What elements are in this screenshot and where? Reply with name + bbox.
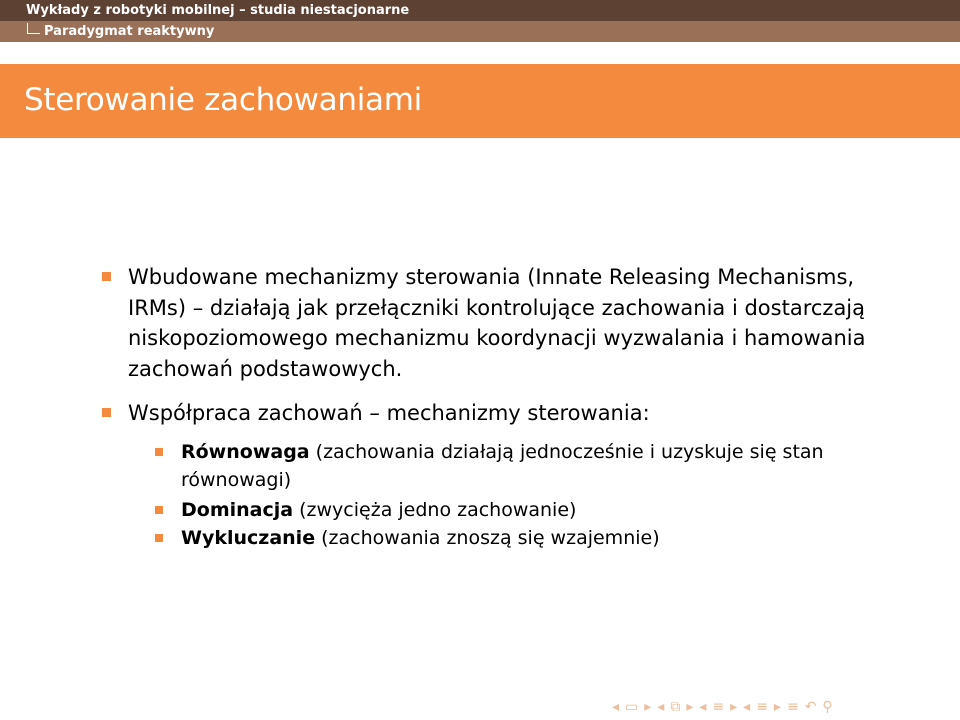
section-title[interactable]: Paradygmat reaktywny bbox=[44, 24, 215, 39]
bullet-item bbox=[128, 262, 888, 384]
sub-bullet-item bbox=[181, 438, 881, 494]
subsection-hook-icon bbox=[27, 23, 40, 34]
nav-next-section-icon[interactable]: ▸ bbox=[730, 699, 738, 715]
nav-next-slide-icon[interactable]: ▸ bbox=[773, 699, 781, 715]
section-title-bar bbox=[0, 21, 960, 42]
sub-bullet-text: (zachowania znoszą się wzajemnie) bbox=[315, 527, 660, 549]
nav-next-frame-icon[interactable]: ▸ bbox=[644, 699, 652, 715]
nav-prev-frame-icon[interactable]: ◂ bbox=[612, 699, 620, 715]
slide-title: Sterowanie zachowaniami bbox=[24, 82, 422, 118]
sub-bullet-text: (zwycięża jedno zachowanie) bbox=[293, 499, 577, 521]
square-bullet-icon bbox=[155, 506, 163, 514]
bullet-text: Wbudowane mechanizmy sterowania (Innate Releasing Mechanisms, IRMs) – działają jak przełączniki kontrolujące zachowania i dostarczają niskopoziomowego mechanizmu koordynacji wyzwalania i hamowania zachowań podstawowych. bbox=[128, 265, 866, 381]
bullet-item bbox=[128, 398, 888, 429]
sub-bullet-term: Wykluczanie bbox=[181, 527, 316, 549]
nav-prev-section-icon[interactable]: ◂ bbox=[699, 699, 707, 715]
bullet-text: Współpraca zachowań – mechanizmy sterowania: bbox=[128, 401, 650, 425]
nav-prev-subsection-icon[interactable]: ◂ bbox=[657, 699, 665, 715]
sub-bullet-text: (zachowania działają jednocześnie i uzyskuje się stan równowagi) bbox=[181, 441, 824, 491]
nav-prev-slide-icon[interactable]: ◂ bbox=[743, 699, 751, 715]
frame-title-bar bbox=[0, 64, 960, 138]
sub-bullet-term: Równowaga bbox=[181, 441, 310, 463]
square-bullet-icon bbox=[155, 448, 163, 456]
nav-frame-icon[interactable]: ▭ bbox=[625, 699, 639, 715]
course-title-bar bbox=[0, 0, 960, 21]
nav-slide-icon[interactable]: ≡ bbox=[756, 699, 768, 715]
sub-bullet-item bbox=[181, 496, 881, 524]
square-bullet-icon bbox=[155, 534, 163, 542]
square-bullet-icon bbox=[102, 272, 111, 281]
square-bullet-icon bbox=[102, 408, 111, 417]
nav-section-icon[interactable]: ≡ bbox=[712, 699, 725, 715]
beamer-navigation bbox=[612, 698, 833, 716]
sub-bullet-item bbox=[181, 524, 881, 552]
nav-back-icon[interactable]: ↶ bbox=[804, 699, 817, 715]
nav-subsection-icon[interactable]: ⧉ bbox=[670, 699, 681, 715]
nav-toc-icon[interactable]: ≡ bbox=[786, 699, 799, 715]
nav-search-icon[interactable]: ⚲ bbox=[822, 699, 833, 715]
sub-bullet-term: Dominacja bbox=[181, 499, 294, 521]
course-title[interactable]: Wykłady z robotyki mobilnej – studia niestacjonarne bbox=[26, 3, 410, 18]
nav-next-subsection-icon[interactable]: ▸ bbox=[686, 699, 694, 715]
